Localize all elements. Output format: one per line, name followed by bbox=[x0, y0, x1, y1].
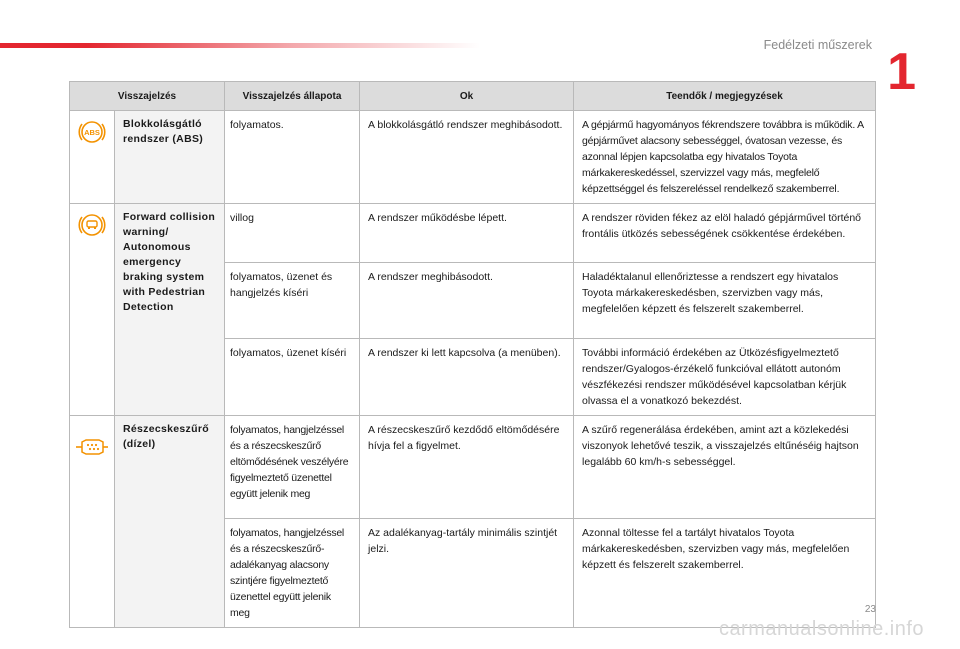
section-title: Fedélzeti műszerek bbox=[763, 38, 872, 52]
icon-cell bbox=[70, 204, 115, 416]
signal-cause: A rendszer meghibásodott. bbox=[360, 263, 574, 339]
signal-name: Forward collision warning/ Autonomous emergency braking system with Pedestrian Detection bbox=[115, 204, 225, 416]
signal-cause: A rendszer ki lett kapcsolva (a menüben). bbox=[360, 339, 574, 416]
signal-name: Részecskeszűrő (dízel) bbox=[115, 416, 225, 628]
signal-state: folyamatos, üzenet és hangjelzés kíséri bbox=[225, 263, 360, 339]
collision-warning-icon bbox=[77, 210, 107, 245]
signal-action: A rendszer röviden fékez az elöl haladó gépjárművel történő frontális ütközés sebességének csökkentése érdekében. bbox=[574, 204, 876, 263]
table-row bbox=[70, 204, 876, 263]
signal-action: További információ érdekében az Ütközésfigyelmeztető rendszer/Gyalogos-érzékelő funkcióval ellátott autonóm vészfékezési rendszer működésével kapcsolatban kérjük olvassa el a vonatkozó bekezdést. bbox=[574, 339, 876, 416]
signal-state: folyamatos, üzenet kíséri bbox=[225, 339, 360, 416]
table-row bbox=[70, 416, 876, 519]
svg-text:ABS: ABS bbox=[84, 128, 100, 137]
signal-action: A gépjármű hagyományos fékrendszere továbbra is működik. A gépjárművet alacsony sebességgel, óvatosan vezesse, és azonnal lépjen kapcsolatba egy hivatalos Toyota márkakereskedéssel, szervizzel vagy más, megfelelő képzettséggel és felszereléssel rendelkező szakemberrel. bbox=[574, 111, 876, 204]
signal-action: Azonnal töltesse fel a tartályt hivatalos Toyota márkakereskedésben, szervizben vagy más, megfelelően képzett és felszerelt szakemberrel. bbox=[574, 519, 876, 628]
particle-filter-icon bbox=[75, 436, 109, 463]
table-row bbox=[70, 111, 876, 204]
icon-cell bbox=[70, 416, 115, 628]
page-number: 23 bbox=[864, 604, 876, 615]
signal-state: villog bbox=[225, 204, 360, 263]
table-header-row bbox=[70, 82, 876, 111]
signal-state: folyamatos, hangjelzéssel és a részecskeszűrő eltömődésének veszélyére figyelmeztető üzenettel együtt jelenik meg bbox=[225, 416, 360, 519]
signal-state: folyamatos, hangjelzéssel és a részecskeszűrő-adalékanyag alacsony szintjére figyelmeztető üzenettel együtt jelenik meg bbox=[225, 519, 360, 628]
signal-action: Haladéktalanul ellenőriztesse a rendszert egy hivatalos Toyota márkakereskedésben, szervizben vagy más, megfelelően képzett és felszerelt szakemberrel. bbox=[574, 263, 876, 339]
signal-cause: A rendszer működésbe lépett. bbox=[360, 204, 574, 263]
column-header-state: Visszajelzés állapota bbox=[225, 82, 360, 111]
watermark: carmanualsonline.info bbox=[718, 618, 924, 640]
signal-state: folyamatos. bbox=[225, 111, 360, 204]
column-header-signal: Visszajelzés bbox=[70, 82, 225, 111]
signal-cause: A blokkolásgátló rendszer meghibásodott. bbox=[360, 111, 574, 204]
warning-lights-table bbox=[69, 81, 876, 628]
header-accent-bar bbox=[0, 43, 480, 48]
signal-cause: A részecskeszűrő kezdődő eltömődésére hívja fel a figyelmet. bbox=[360, 416, 574, 519]
icon-cell bbox=[70, 111, 115, 204]
chapter-number: 1 bbox=[887, 43, 916, 101]
abs-warning-icon bbox=[77, 117, 107, 152]
signal-name: Blokkolásgátló rendszer (ABS) bbox=[115, 111, 225, 204]
signal-cause: Az adalékanyag-tartály minimális szintjét jelzi. bbox=[360, 519, 574, 628]
column-header-action: Teendők / megjegyzések bbox=[574, 82, 876, 111]
column-header-cause: Ok bbox=[360, 82, 574, 111]
signal-action: A szűrő regenerálása érdekében, amint azt a közlekedési viszonyok lehetővé teszik, a visszajelzés eltűnéséig hajtson legalább 60 km/h-s sebességgel. bbox=[574, 416, 876, 519]
